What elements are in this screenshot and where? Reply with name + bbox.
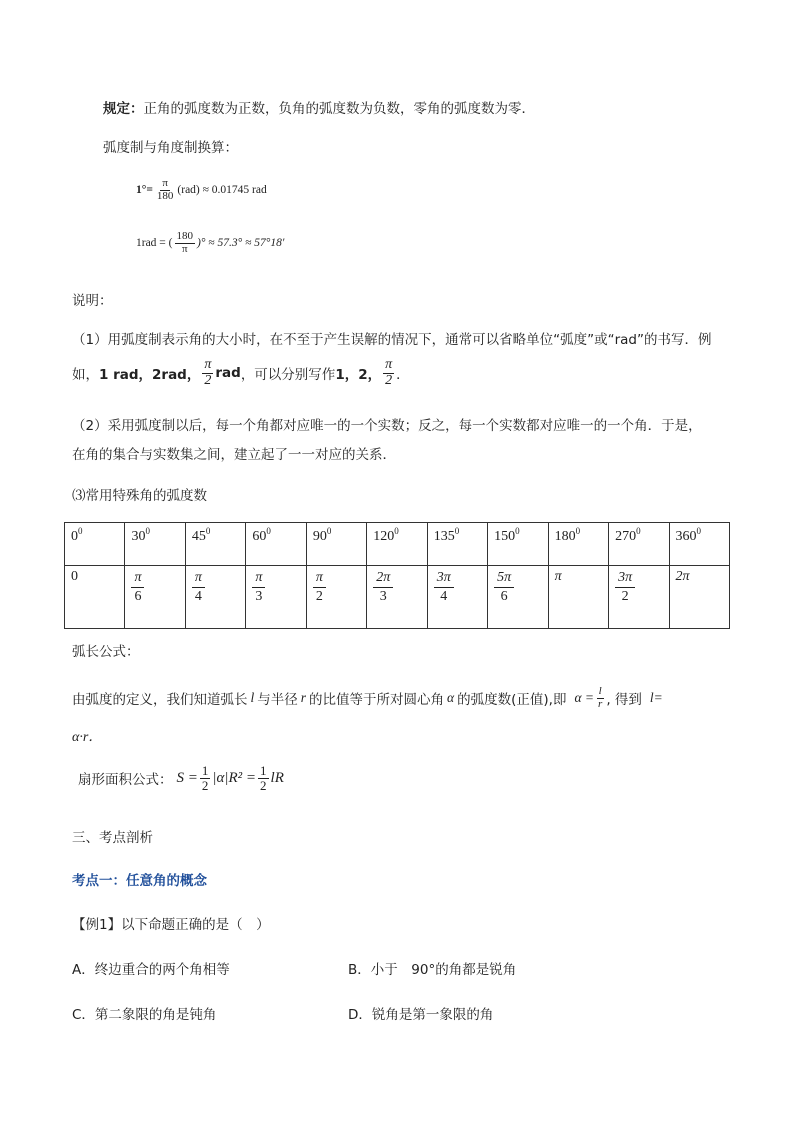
degree-superscript: 0: [78, 526, 83, 536]
degree-cell: [669, 523, 729, 566]
radian-denominator: 3: [255, 588, 263, 604]
note1-values: 1，2，: [335, 367, 382, 384]
degree-cell: [306, 523, 366, 566]
arc-eq-alpha: α =: [574, 690, 595, 706]
degree-superscript: 0: [575, 526, 581, 536]
sector-formula: [78, 764, 284, 792]
degree-cell: [125, 523, 185, 566]
formula1-left: 1°=: [136, 184, 153, 197]
formula2-num: 180: [176, 230, 193, 242]
radian-denominator: 2: [315, 588, 323, 604]
conversion-heading: 弧度制与角度制换算：: [103, 140, 238, 156]
arc-line2: α·r．: [72, 730, 103, 745]
formula-degree-to-rad: [136, 178, 267, 202]
radian-cell: [669, 566, 729, 629]
note1-pi-num: π: [204, 357, 212, 372]
radian-numerator: 3π: [615, 569, 635, 588]
sector-half-2: [258, 764, 269, 792]
option-b[interactable]: B．小于 90°的角都是锐角: [348, 962, 517, 978]
degree-cell: [427, 523, 487, 566]
radian-value: π: [554, 569, 562, 584]
radian-fraction: [192, 569, 205, 605]
radian-numerator: 2π: [373, 569, 393, 588]
arc-frac-den: r: [598, 697, 603, 710]
degree-value: 135: [433, 529, 455, 544]
note1-line1: （1）用弧度制表示角的大小时，在不至于产生误解的情况下，通常可以省略单位“弧度”或“rad”的书写．例: [72, 332, 712, 348]
note1-units: 1 rad，2rad，: [99, 367, 201, 384]
rule-label: 规定：: [103, 101, 144, 117]
degree-value: 90: [312, 529, 327, 544]
formula2-fraction: [175, 231, 196, 255]
degree-cell: [246, 523, 306, 566]
arc-text-e: , 得到: [606, 692, 642, 709]
sector-end: lR: [270, 769, 284, 786]
radian-cell: [609, 566, 669, 629]
note1-middle: ，可以分别写作: [240, 367, 336, 384]
note1-prefix: 如，: [72, 367, 99, 384]
note1-pi-num-2: π: [385, 357, 393, 372]
option-d[interactable]: D．锐角是第一象限的角: [348, 1007, 494, 1023]
arc-text-a: 由弧度的定义，我们知道弧长: [72, 692, 248, 709]
radian-numerator: π: [252, 569, 265, 588]
note1-line2: [72, 358, 410, 388]
formula1-fraction: [155, 178, 176, 202]
option-a[interactable]: A．终边重合的两个角相等: [72, 962, 230, 978]
radian-cell: [65, 566, 125, 629]
radian-numerator: 3π: [434, 569, 454, 588]
arc-text-b: 与半径: [257, 692, 298, 709]
degree-cell: [609, 523, 669, 566]
degree-cell: [488, 523, 548, 566]
formula1-den: 180: [156, 189, 174, 202]
note1-pi-half-2: [383, 358, 394, 388]
formula-rad-to-degree: [136, 231, 284, 255]
degree-value: 45: [191, 529, 206, 544]
notes-heading: 说明：: [72, 293, 113, 309]
degree-cell: [548, 523, 608, 566]
degree-value: 60: [252, 529, 267, 544]
note1-rad: rad: [215, 365, 241, 382]
degree-cell: [185, 523, 245, 566]
radian-denominator: 4: [440, 588, 448, 604]
degree-cell: [367, 523, 427, 566]
degree-superscript: 0: [145, 526, 150, 536]
note1-pi-den: 2: [204, 372, 212, 388]
formula2-left: 1rad = (: [136, 237, 173, 250]
arc-alpha: α: [447, 690, 455, 706]
radian-fraction: [131, 569, 144, 605]
radian-value: 2π: [675, 569, 690, 584]
radian-value: 0: [71, 569, 78, 584]
rule-text: 正角的弧度数为正数，负角的弧度数为负数，零角的弧度数为零．: [143, 101, 535, 117]
degree-value: 360: [675, 529, 697, 544]
radian-denominator: 2: [621, 588, 629, 604]
radian-row: [65, 566, 730, 629]
section-title: 三、考点剖析: [72, 830, 153, 846]
radian-denominator: 6: [500, 588, 508, 604]
note1-end: ．: [396, 367, 410, 384]
degree-value: 30: [131, 529, 146, 544]
degree-value: 0: [71, 529, 78, 544]
arc-line1: [72, 686, 663, 710]
degree-superscript: 0: [454, 526, 460, 536]
radian-cell: [185, 566, 245, 629]
radian-numerator: π: [131, 569, 144, 588]
example-label: 【例1】以下命题正确的是（ ）: [72, 917, 270, 933]
note1-pi-den-2: 2: [385, 372, 393, 388]
arc-text-c: 的比值等于所对圆心角: [309, 692, 445, 709]
sector-half-1: [200, 764, 211, 792]
sector-half-den-1: 2: [201, 777, 209, 793]
option-c[interactable]: C．第二象限的角是钝角: [72, 1007, 217, 1023]
radian-denominator: 4: [194, 588, 202, 604]
degree-row: [65, 523, 730, 566]
note2-line1: （2）采用弧度制以后，每一个角都对应唯一的一个实数；反之，每一个实数都对应唯一的一个角．于是，: [72, 418, 702, 434]
degree-superscript: 0: [266, 526, 271, 536]
degree-superscript: 0: [205, 526, 211, 536]
arc-frac-num: l: [598, 685, 602, 697]
degree-superscript: 0: [696, 526, 702, 536]
formula2-den: π: [181, 242, 188, 255]
formula1-num: π: [162, 177, 168, 189]
sector-half-num-2: 1: [260, 763, 267, 778]
sector-mid: |α|R² =: [212, 769, 257, 786]
special-angles-table: [64, 522, 730, 629]
degree-cell: [65, 523, 125, 566]
radian-numerator: π: [192, 569, 205, 588]
radian-numerator: π: [313, 569, 326, 588]
rule-line: [103, 97, 535, 117]
note2-line2: 在角的集合与实数集之间，建立起了一一对应的关系．: [72, 447, 396, 463]
arc-r: r: [300, 690, 307, 706]
degree-value: 180: [554, 529, 576, 544]
sector-S: S =: [176, 769, 198, 786]
arc-text-d: 的弧度数(正值),即: [457, 692, 567, 709]
arc-l: l: [250, 690, 255, 706]
radian-fraction: [615, 569, 635, 605]
sector-half-den-2: 2: [260, 777, 267, 793]
radian-numerator: 5π: [494, 569, 514, 588]
point1-heading: 考点一：任意角的概念: [72, 873, 207, 889]
radian-cell: [488, 566, 548, 629]
note3-heading: ⑶常用特殊角的弧度数: [72, 488, 207, 504]
arc-l-eq: l=: [649, 690, 663, 706]
radian-fraction: [252, 569, 265, 605]
degree-superscript: 0: [326, 526, 332, 536]
radian-fraction: [373, 569, 393, 605]
degree-value: 270: [615, 529, 637, 544]
arc-heading: 弧长公式：: [72, 644, 140, 660]
radian-fraction: [313, 569, 326, 605]
degree-superscript: 0: [394, 526, 399, 536]
radian-cell: [125, 566, 185, 629]
degree-value: 150: [494, 529, 516, 544]
radian-fraction: [494, 569, 514, 605]
degree-superscript: 0: [636, 526, 641, 536]
radian-fraction: [434, 569, 454, 605]
arc-fraction: [596, 686, 604, 710]
sector-half-num-1: 1: [201, 763, 209, 778]
sector-label: 扇形面积公式：: [78, 772, 173, 789]
formula1-right: (rad) ≈ 0.01745 rad: [177, 184, 267, 197]
radian-cell: [306, 566, 366, 629]
radian-denominator: 6: [134, 588, 142, 604]
degree-superscript: 0: [515, 526, 520, 536]
radian-cell: [367, 566, 427, 629]
formula2-right: )° ≈ 57.3° ≈ 57°18′: [197, 237, 285, 250]
radian-cell: [548, 566, 608, 629]
radian-cell: [246, 566, 306, 629]
radian-cell: [427, 566, 487, 629]
radian-denominator: 3: [379, 588, 387, 604]
degree-value: 120: [373, 529, 395, 544]
note1-pi-half: [202, 358, 213, 388]
